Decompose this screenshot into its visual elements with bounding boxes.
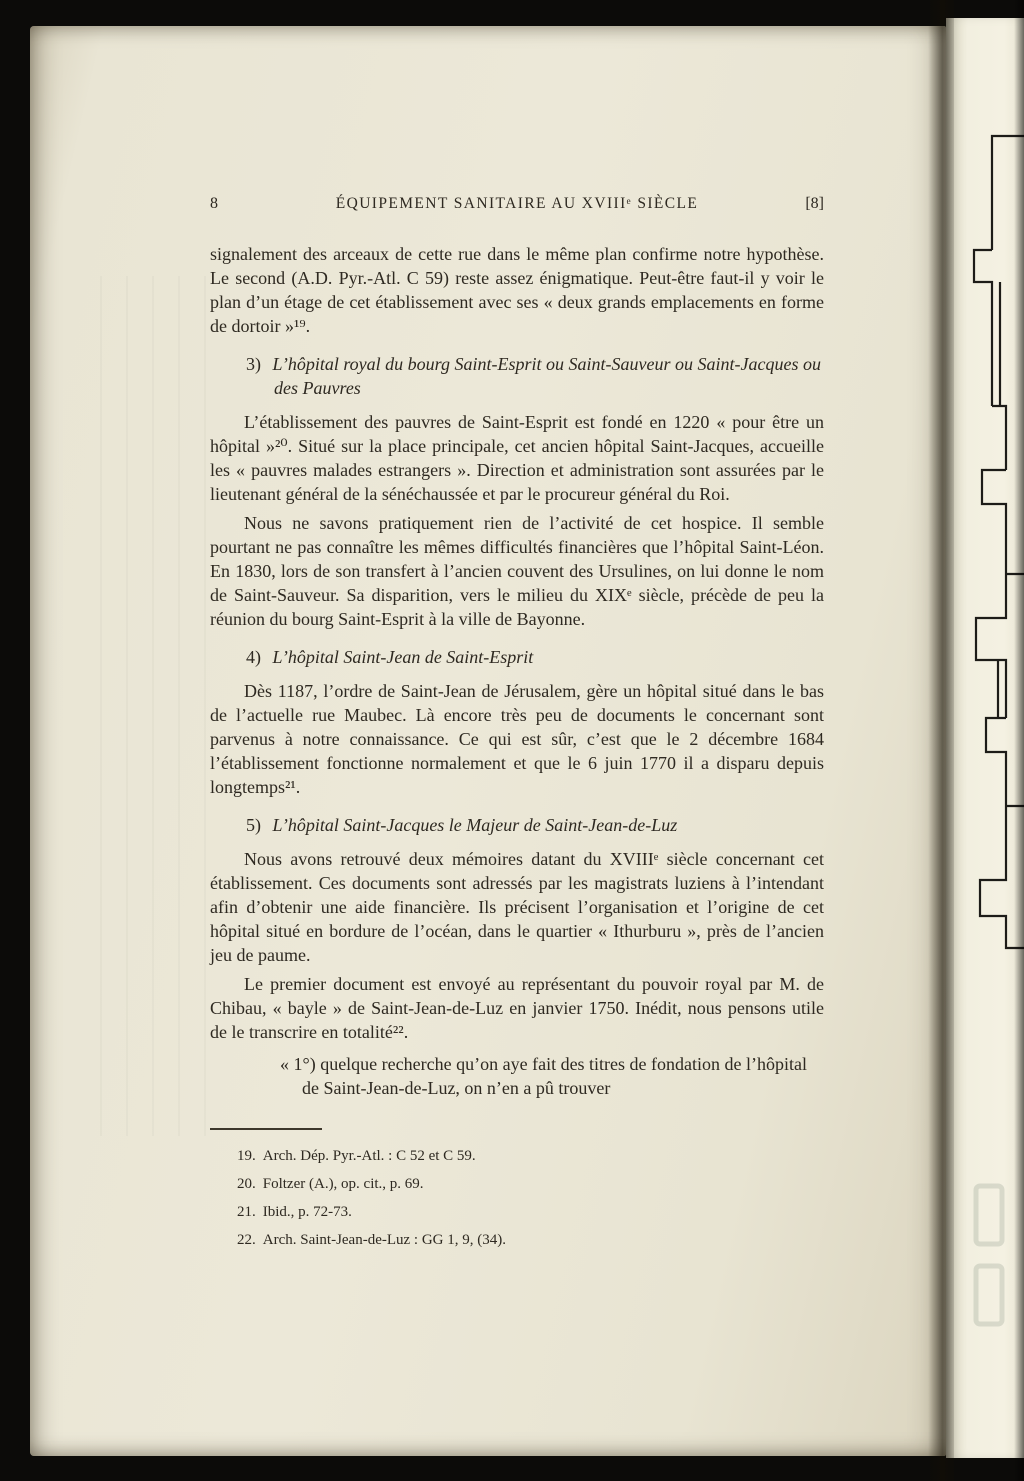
paragraph: Dès 1187, l’ordre de Saint-Jean de Jérusalem, gère un hôpital situé dans le bas de l’actuelle rue Maubec. Là encore très peu de documents le concernant sont parvenus à notre connaissance. Ce qui est sûr, c’est que le 2 décembre 1684 l’établissement fonctionne normalement et que le 6 juin 1770 il a disparu depuis longtemps²¹.	[210, 681, 824, 797]
footnotes	[210, 1128, 824, 1251]
scan-right-edge	[1014, 0, 1024, 1481]
folio-number: [8]	[805, 195, 824, 212]
heading-number: 3)	[246, 354, 261, 374]
footnote-text: Ibid., p. 72-73.	[262, 1204, 352, 1220]
footnote-number: 19.	[237, 1148, 256, 1164]
paragraph: Le premier document est envoyé au représentant du pouvoir royal par M. de Chibau, « bayle » de Saint-Jean-de-Luz en janvier 1750. Inédit, nous pensons utile de le transcrire en totalité²².	[210, 974, 824, 1042]
heading-title: L’hôpital Saint-Jacques le Majeur de Saint-Jean-de-Luz	[272, 815, 678, 835]
section-heading-4	[210, 645, 824, 669]
paragraph: Nous avons retrouvé deux mémoires datant du XVIIIᵉ siècle concernant cet établissement. Ces documents sont adressés par les magistrats luziens à l’intendant afin d’obtenir une aide financière. Ils précisent l’organisation et l’origine de cet hôpital situé en bordure de l’océan, dans le quartier « Ithurburu », près de l’ancien jeu de paume.	[210, 849, 824, 965]
footnote-number: 21.	[237, 1204, 256, 1220]
section-heading-5	[210, 813, 824, 837]
heading-title: L’hôpital Saint-Jean de Saint-Esprit	[272, 647, 534, 667]
page-gutter-shadow	[928, 0, 954, 1481]
footnote	[210, 1146, 824, 1167]
footnote	[210, 1202, 824, 1223]
print-through-texture	[100, 276, 210, 1136]
paragraph: Nous ne savons pratiquement rien de l’activité de cet hospice. Il semble pourtant ne pas connaître les mêmes difficultés financières que l’hôpital Saint-Léon. En 1830, lors de son transfert à l’ancien couvent des Ursulines, on lui donne le nom de Saint-Sauveur. Sa disparition, vers le milieu du XIXᵉ siècle, précède de peu la réunion du bourg Saint-Esprit à la ville de Bayonne.	[210, 513, 824, 629]
heading-number: 4)	[246, 647, 261, 667]
heading-title: L’hôpital royal du bourg Saint-Esprit ou Saint-Sauveur ou Saint-Jacques ou des Pauvres	[272, 354, 821, 398]
footnote-text: Arch. Dép. Pyr.-Atl. : C 52 et C 59.	[262, 1148, 476, 1164]
paragraph: signalement des arceaux de cette rue dans le même plan confirme notre hypothèse. Le second (A.D. Pyr.-Atl. C 59) reste assez énigmatique. Peut-être faut-il y voir le plan d’un étage de cet établissement avec ses « deux grands emplacements en forme de dortoir »¹⁹.	[210, 244, 824, 336]
footnote	[210, 1230, 824, 1251]
footnote-number: 20.	[237, 1176, 256, 1192]
section-heading-3	[210, 352, 824, 400]
next-page-edge	[946, 18, 1024, 1458]
running-title: ÉQUIPEMENT SANITAIRE AU XVIIIᵉ SIÈCLE	[335, 195, 699, 212]
paragraph: L’établissement des pauvres de Saint-Esprit est fondé en 1220 « pour être un hôpital »²⁰. Situé sur la place principale, cet ancien hôpital Saint-Jacques, accueille les « pauvres malades estrangers ». Direction et administration sont assurées par le lieutenant général de la sénéchaussée et par le procureur général du Roi.	[210, 412, 824, 504]
heading-number: 5)	[246, 815, 261, 835]
footnote-number: 22.	[237, 1232, 256, 1248]
running-head	[210, 192, 824, 216]
footnote-rule	[210, 1128, 322, 1130]
footnote	[210, 1174, 824, 1195]
book-page	[30, 26, 946, 1456]
footnote-text: Arch. Saint-Jean-de-Luz : GG 1, 9, (34).	[262, 1232, 507, 1248]
footnote-text: Foltzer (A.), op. cit., p. 69.	[262, 1176, 424, 1192]
floor-plan-fragment	[946, 18, 1024, 1458]
block-quote: « 1°) quelque recherche qu’on aye fait des titres de fondation de l’hôpital de Saint-Jean-de-Luz, on n’en a pû trouver	[280, 1054, 808, 1098]
page-number: 8	[210, 195, 218, 212]
page-content	[210, 192, 824, 1258]
